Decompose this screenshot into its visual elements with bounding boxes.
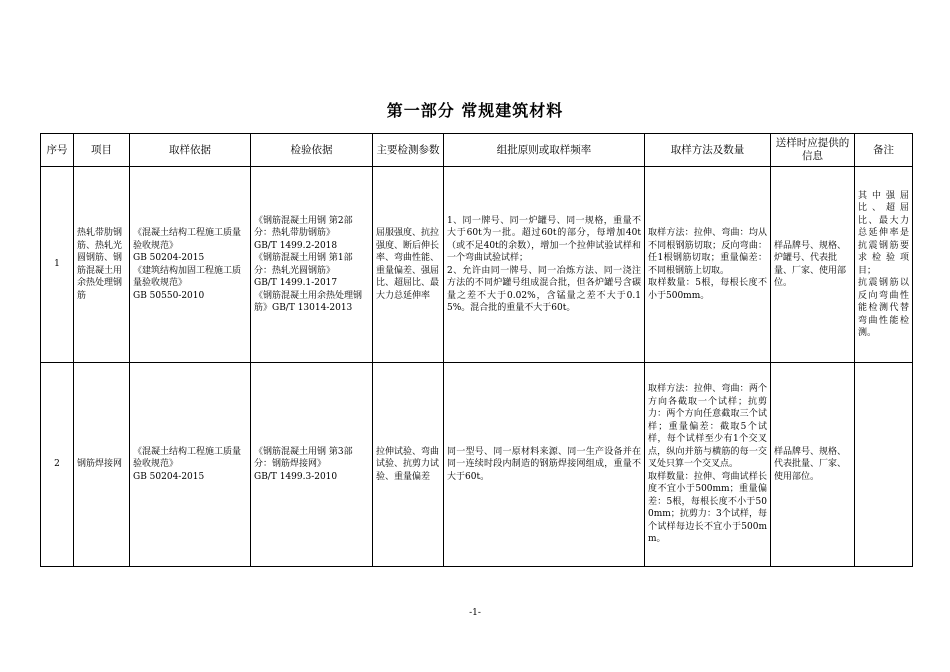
row-remarks — [855, 167, 913, 363]
test-basis-line: 《钢筋混凝土用钢 第1部分：热轧光圆钢筋》 — [254, 253, 353, 276]
remarks-line: 其中强屈比、超屈比、最大力总延伸率是抗震钢筋要求检验项目； — [858, 190, 909, 276]
remarks-line: 抗震钢筋以反向弯曲性能检测代替弯曲性能检测。 — [858, 278, 909, 338]
table-row — [41, 363, 913, 567]
method-line: 取样数量：5根，每根长度不小于500mm。 — [648, 278, 767, 301]
row-item: 钢筋焊接网 — [74, 363, 130, 567]
row-info: 样品牌号、规格、代表批量、厂家、使用部位。 — [771, 363, 855, 567]
sampling-basis-line: GB 50204-2015 — [133, 471, 205, 482]
row-method — [645, 167, 771, 363]
method-line: 取样方法：拉伸、弯曲：均从不同根钢筋切取；反向弯曲：任1根钢筋切取；重量偏差：不同根钢筋上切取。 — [648, 228, 767, 276]
header-batch: 组批原则或取样频率 — [444, 134, 645, 167]
header-parameters: 主要检测参数 — [373, 134, 444, 167]
header-remarks: 备注 — [855, 134, 913, 167]
test-basis-line: GB/T 1499.2-2018 — [254, 240, 338, 251]
sampling-basis-line: GB 50204-2015 — [133, 253, 205, 263]
row-sampling-basis — [130, 167, 251, 363]
header-no: 序号 — [41, 134, 74, 167]
test-basis-line: 《钢筋混凝土用余热处理钢筋》GB/T 13014-2013 — [254, 290, 363, 313]
row-parameters: 屈服强度、抗拉强度、断后伸长率、弯曲性能、重量偏差、强屈比、超屈比、最大力总延伸率 — [373, 167, 444, 363]
header-info: 送样时应提供的信息 — [771, 134, 855, 167]
page-title: 第一部分 常规建筑材料 — [386, 101, 564, 120]
test-basis-line: GB/T 1499.3-2010 — [254, 471, 338, 482]
header-item: 项目 — [74, 134, 130, 167]
batch-line: 1、同一牌号、同一炉罐号、同一规格，重量不大于60t为一批。超过60t的部分，每增加40t（或不足40t的余数），增加一个拉伸试验试样和一个弯曲试验试样； — [447, 215, 641, 263]
row-no: 2 — [41, 363, 74, 567]
page-number: -1- — [469, 608, 481, 618]
header-test-basis: 检验依据 — [251, 134, 373, 167]
row-no: 1 — [41, 167, 74, 363]
method-line: 取样方法：拉伸、弯曲：两个方向各截取一个试样；抗剪力：两个方向任意截取三个试样；重量偏差：截取5个试样，每个试样至少有1个交叉点，纵向并筋与横筋的每一交叉处只算一个交叉点。 — [648, 384, 767, 470]
sampling-basis-line: 《建筑结构加固工程施工质量验收规范》 — [133, 265, 242, 288]
sampling-basis-line: 《混凝土结构工程施工质量验收规范》 — [133, 228, 242, 251]
method-line: 取样数量：拉伸、弯曲试样长度不宜小于500mm；重量偏差：5根，每根长度不小于500mm；抗剪力：3个试样，每个试样每边长不宜小于500mm。 — [648, 471, 767, 545]
row-parameters: 拉伸试验、弯曲试验、抗剪力试验、重量偏差 — [373, 363, 444, 567]
row-sampling-basis — [130, 363, 251, 567]
header-method: 取样方法及数量 — [645, 134, 771, 167]
batch-line: 同一型号、同一原材料来源、同一生产设备并在同一连续时段内制造的钢筋焊接网组成，重量不大于60t。 — [447, 446, 641, 482]
row-info: 样品牌号、规格、炉罐号、代表批量、厂家、使用部位。 — [771, 167, 855, 363]
row-test-basis — [251, 363, 373, 567]
row-test-basis — [251, 167, 373, 363]
row-item: 热轧带肋钢筋、热轧光圆钢筋、钢筋混凝土用余热处理钢筋 — [74, 167, 130, 363]
sampling-basis-line: 《混凝土结构工程施工质量验收规范》 — [133, 446, 242, 470]
materials-table — [40, 133, 913, 567]
row-batch — [444, 363, 645, 567]
table-row — [41, 167, 913, 363]
batch-line: 2、允许由同一牌号、同一冶炼方法、同一浇注方法的不同炉罐号组成混合批，但各炉罐号含碳量之差不大于0.02%，含锰量之差不大于0.15%。混合批的重量不大于60t。 — [447, 265, 641, 313]
row-batch — [444, 167, 645, 363]
test-basis-line: 《钢筋混凝土用钢 第2部分：热轧带肋钢筋》 — [254, 215, 353, 238]
row-method — [645, 363, 771, 567]
sampling-basis-line: GB 50550-2010 — [133, 290, 205, 301]
header-sampling-basis: 取样依据 — [130, 134, 251, 167]
row-remarks — [855, 363, 913, 567]
header-row — [41, 134, 913, 167]
test-basis-line: GB/T 1499.1-2017 — [254, 278, 338, 288]
test-basis-line: 《钢筋混凝土用钢 第3部分：钢筋焊接网》 — [254, 446, 353, 470]
